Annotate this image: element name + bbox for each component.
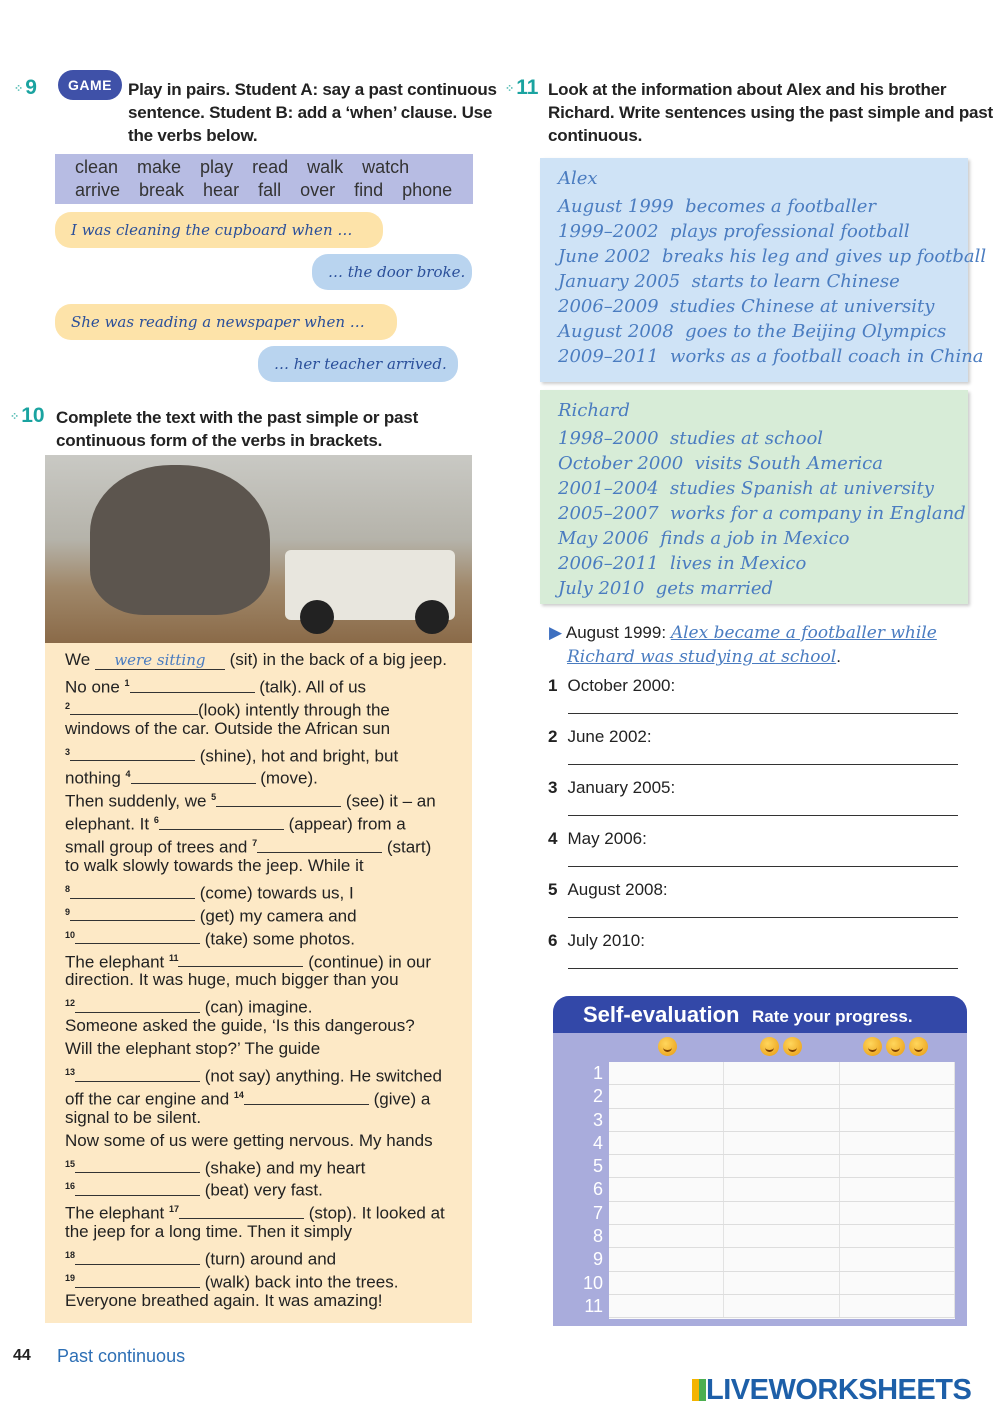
alex-timeline-item: 1999–2002 plays professional football	[558, 221, 910, 242]
row-number: 11	[584, 1295, 603, 1316]
alex-timeline-item: January 2005 starts to learn Chinese	[558, 271, 900, 292]
smiley-icon	[760, 1037, 779, 1056]
smiley-icon	[909, 1037, 928, 1056]
question-item	[548, 727, 968, 747]
row-number: 1	[592, 1063, 603, 1083]
example-answer: ▶ August 1999: Alex became a footballer while Richard was studying at school.	[549, 623, 937, 667]
blank-number: 18	[65, 1250, 76, 1261]
rating-row	[609, 1202, 955, 1225]
elephant-shape	[90, 465, 270, 615]
story-line	[65, 718, 466, 741]
alex-heading: Alex	[558, 168, 598, 189]
rating-cell[interactable]	[609, 1178, 724, 1200]
row-number: 7	[592, 1202, 603, 1223]
story-text-segment: (not say) anything. He switched	[200, 1066, 442, 1086]
richard-info-box	[540, 390, 968, 604]
story-text-segment: small group of trees and	[65, 837, 253, 857]
row-number: 5	[592, 1156, 603, 1177]
blank-number: 12	[65, 998, 76, 1009]
exercise-9-number: ⁘9	[14, 76, 37, 99]
story-line	[65, 1107, 466, 1130]
rating-cell[interactable]	[609, 1225, 724, 1247]
row-number: 3	[592, 1109, 603, 1130]
richard-timeline-item: 1998–2000 studies at school	[558, 428, 824, 449]
question-item	[548, 676, 968, 696]
question-number: 1	[548, 676, 558, 695]
story-line	[65, 969, 466, 992]
example-answer-blank: were sitting	[95, 652, 225, 670]
rating-cell[interactable]	[840, 1202, 955, 1224]
example-answer-text: Alex became a footballer while	[670, 623, 937, 643]
blank-number: 9	[65, 906, 71, 917]
rating-grid	[609, 1062, 955, 1319]
blank-number: 3	[65, 746, 71, 757]
section-title: Past continuous	[57, 1346, 186, 1366]
story-text-segment: Then suddenly, we	[65, 792, 212, 811]
blank-number: 15	[65, 1158, 76, 1169]
question-prompt: July 2010:	[567, 931, 645, 950]
story-line	[65, 1061, 466, 1084]
self-evaluation-title: Self-evaluation	[583, 1002, 740, 1027]
rating-cell[interactable]	[724, 1295, 839, 1317]
rating-cell[interactable]	[724, 1085, 839, 1107]
blank-number: 19	[65, 1273, 76, 1284]
answer-line-1[interactable]	[568, 713, 958, 714]
story-text-segment: off the car engine and	[65, 1089, 234, 1109]
story-text-segment: (stop). It looked at	[303, 1204, 445, 1224]
story-text-segment: to walk slowly towards the jeep. While it	[65, 856, 364, 876]
answer-line-5[interactable]	[568, 917, 958, 918]
blank-number: 5	[211, 792, 217, 803]
rating-cell[interactable]	[840, 1272, 955, 1294]
rating-cell[interactable]	[840, 1155, 955, 1177]
blank-number: 16	[65, 1181, 76, 1192]
rating-row	[609, 1178, 955, 1201]
richard-timeline-item: May 2006 finds a job in Mexico	[558, 528, 850, 549]
wheel	[300, 600, 334, 634]
answer-blank-2[interactable]	[70, 701, 198, 715]
smiley-icon	[658, 1037, 677, 1056]
question-number: 4	[548, 829, 558, 848]
rating-cell[interactable]	[840, 1248, 955, 1270]
verbs-row: arrive break hear fall over find phone	[75, 180, 453, 200]
verbs-row: clean make play read walk watch	[75, 157, 410, 177]
answer-blank-13[interactable]	[75, 1068, 200, 1082]
row-number: 4	[592, 1132, 603, 1153]
speech-bubble: … her teacher arrived.	[258, 346, 458, 382]
story-text-segment: (can) imagine.	[200, 998, 313, 1018]
question-prompt: August 2008:	[567, 880, 668, 899]
story-text-segment: (talk). All of us	[254, 677, 367, 697]
story-line	[65, 1084, 466, 1107]
story-line	[65, 924, 466, 947]
speech-bubble: … the door broke.	[312, 254, 472, 290]
rating-cell[interactable]	[840, 1109, 955, 1131]
rating-cell[interactable]	[724, 1248, 839, 1270]
speech-bubble: I was cleaning the cupboard when …	[55, 212, 383, 248]
example-prompt: August 1999:	[565, 623, 667, 642]
rating-cell[interactable]	[609, 1062, 724, 1084]
answer-line-6[interactable]	[568, 968, 958, 969]
blank-number: 13	[65, 1067, 76, 1078]
rating-cell[interactable]	[609, 1295, 724, 1317]
story-text-segment: No one	[65, 677, 125, 697]
answer-line-4[interactable]	[568, 866, 958, 867]
question-number: 2	[548, 727, 558, 746]
story-text-segment: (look) intently through the	[198, 700, 390, 720]
story-text-segment: (shake) and my heart	[200, 1158, 366, 1178]
smiley-2	[758, 1037, 804, 1061]
rating-cell[interactable]	[609, 1248, 724, 1270]
smiley-icon	[863, 1037, 882, 1056]
story-line	[65, 1015, 466, 1038]
game-badge: GAME	[58, 70, 122, 100]
rating-row	[609, 1248, 955, 1271]
story-line	[65, 786, 466, 809]
answer-blank-19[interactable]	[75, 1274, 200, 1288]
story-text-segment: The elephant	[65, 952, 169, 972]
speech-bubble: She was reading a newspaper when …	[55, 304, 397, 340]
story-line	[65, 1175, 466, 1201]
richard-timeline-item: 2006–2011 lives in Mexico	[558, 553, 807, 574]
blank-number: 7	[252, 838, 258, 849]
story-text-segment: (walk) back into the trees.	[200, 1272, 399, 1292]
story-line	[65, 741, 466, 764]
story-text-segment: Now some of us were getting nervous. My hands	[65, 1130, 433, 1150]
rating-cell[interactable]	[724, 1202, 839, 1224]
story-text-segment: (get) my camera and	[195, 906, 357, 926]
answer-blank-14[interactable]	[244, 1091, 369, 1105]
answer-blank-18[interactable]	[75, 1251, 200, 1265]
smiley-icon	[783, 1037, 802, 1056]
rating-cell[interactable]	[609, 1272, 724, 1294]
rating-cell[interactable]	[840, 1132, 955, 1154]
richard-timeline-item: 2001–2004 studies Spanish at university	[558, 478, 934, 499]
blank-number: 6	[153, 815, 159, 826]
answer-blank-15[interactable]	[75, 1159, 200, 1173]
rating-row	[609, 1062, 955, 1085]
rating-row	[609, 1295, 955, 1318]
self-evaluation-panel	[553, 996, 967, 1326]
verb-box	[55, 154, 473, 204]
story-line	[65, 1198, 466, 1224]
question-prompt: October 2000:	[567, 676, 676, 695]
question-prompt: June 2002:	[567, 727, 652, 746]
story-text-segment: (see) it – an	[341, 792, 436, 811]
story-text-segment: (appear) from a	[283, 814, 406, 834]
exercise-11-instruction: Look at the information about Alex and his brother Richard. Write sentences using the past simple and past continuous.	[548, 80, 993, 145]
answer-blank-9[interactable]	[70, 907, 195, 921]
rating-cell[interactable]	[840, 1178, 955, 1200]
rating-cell[interactable]	[724, 1062, 839, 1084]
rating-cell[interactable]	[724, 1225, 839, 1247]
story-text-segment: windows of the car. Outside the African sun	[65, 718, 391, 738]
story-text-segment: Someone asked the guide, ‘Is this dangerous?	[65, 1016, 415, 1036]
rating-cell[interactable]	[609, 1155, 724, 1177]
story-line	[65, 1221, 466, 1244]
self-evaluation-subtitle: Rate your progress.	[751, 1007, 913, 1026]
row-number: 9	[592, 1249, 603, 1270]
story-line	[65, 1290, 466, 1313]
rating-row	[609, 1225, 955, 1248]
blank-number: 8	[65, 883, 71, 894]
answer-blank-7[interactable]	[257, 839, 382, 853]
rating-cell[interactable]	[840, 1085, 955, 1107]
answer-blank-4[interactable]	[131, 770, 256, 784]
question-item	[548, 880, 968, 900]
smiley-icon	[886, 1037, 905, 1056]
question-number: 3	[548, 778, 558, 797]
story-text-segment: elephant. It	[65, 814, 154, 834]
example-answer-text: Richard was studying at school	[567, 647, 837, 667]
answer-line-3[interactable]	[568, 815, 958, 816]
alex-timeline-item: 2009–2011 works as a football coach in China	[558, 346, 984, 367]
question-prompt: January 2005:	[567, 778, 676, 797]
story-line	[65, 1244, 466, 1267]
story-line	[65, 947, 466, 970]
rating-cell[interactable]	[724, 1178, 839, 1200]
story-text-segment: (start)	[382, 837, 432, 857]
question-prompt: May 2006:	[567, 829, 647, 848]
story-text-segment: The elephant	[65, 1204, 169, 1224]
story-line	[65, 855, 466, 878]
exercise-10-number: ⁘10	[10, 404, 45, 427]
blank-number: 4	[125, 769, 131, 780]
answer-blank-10[interactable]	[75, 930, 200, 944]
row-number: 8	[592, 1226, 603, 1247]
exercise-10-instruction: Complete the text with the past simple or past continuous form of the verbs in brackets.	[56, 408, 419, 450]
story-line	[65, 763, 466, 789]
blank-number: 17	[168, 1204, 179, 1215]
story-text-segment: signal to be silent.	[65, 1107, 202, 1127]
rating-cell[interactable]	[724, 1132, 839, 1154]
story-line	[65, 1130, 466, 1153]
rating-row	[609, 1109, 955, 1132]
alex-timeline-item: August 1999 becomes a footballer	[558, 196, 876, 217]
answer-blank-8[interactable]	[70, 885, 195, 899]
smiley-3	[861, 1037, 930, 1061]
answer-blank-12[interactable]	[75, 999, 200, 1013]
row-number: 2	[592, 1086, 603, 1107]
alex-info-box	[540, 158, 987, 382]
rating-cell[interactable]	[840, 1225, 955, 1247]
blank-number: 11	[168, 952, 179, 963]
answer-blank-5[interactable]	[216, 793, 341, 807]
story-line	[65, 1267, 466, 1290]
story-line	[65, 672, 466, 695]
rating-cell[interactable]	[724, 1155, 839, 1177]
rating-cell[interactable]	[840, 1062, 955, 1084]
answer-line-2[interactable]	[568, 764, 958, 765]
rating-row	[609, 1272, 955, 1295]
exercise-9-instruction: Play in pairs. Student A: say a past continuous sentence. Student B: add a ‘when’ clause. Use the verbs below.	[128, 80, 497, 145]
answer-blank-6[interactable]	[159, 816, 284, 830]
richard-timeline-item: October 2000 visits South America	[558, 453, 883, 474]
story-text-segment: (beat) very fast.	[200, 1181, 323, 1201]
richard-timeline-item: July 2010 gets married	[558, 578, 774, 599]
rating-row	[609, 1085, 955, 1108]
blank-number: 14	[233, 1089, 244, 1100]
question-item	[548, 778, 968, 798]
richard-heading: Richard	[558, 400, 630, 421]
question-item	[548, 931, 968, 951]
wheel	[415, 600, 449, 634]
answer-blank-3[interactable]	[70, 747, 195, 761]
story-text-segment: (take) some photos.	[200, 929, 355, 949]
story-line	[65, 695, 466, 718]
story-text-segment: (shine), hot and bright, but	[195, 746, 399, 766]
story-text-segment: Everyone breathed again. It was amazing!	[65, 1290, 383, 1310]
rating-cell[interactable]	[724, 1272, 839, 1294]
story-text-segment: (come) towards us, I	[195, 883, 354, 903]
rating-row	[609, 1132, 955, 1155]
rating-cell[interactable]	[609, 1132, 724, 1154]
exercise-11-number: ⁘11	[505, 76, 539, 99]
story-line	[65, 809, 466, 832]
story-text-segment: (move).	[255, 769, 318, 789]
richard-timeline-item: 2005–2007 works for a company in England	[558, 503, 966, 524]
logo-icon	[692, 1379, 706, 1401]
story-line	[65, 649, 466, 672]
rating-cell[interactable]	[609, 1085, 724, 1107]
answer-blank-16[interactable]	[75, 1182, 200, 1196]
answer-blank-1[interactable]	[130, 679, 255, 693]
story-text-segment: nothing	[65, 769, 126, 789]
row-number: 10	[582, 1272, 603, 1293]
story-text-segment: Will the elephant stop?’ The guide	[65, 1039, 321, 1059]
story-line	[65, 901, 466, 924]
alex-timeline-item: August 2008 goes to the Beijing Olympics	[558, 321, 947, 342]
story-line	[65, 992, 466, 1018]
rating-cell[interactable]	[840, 1295, 955, 1317]
alex-timeline-item: June 2002 breaks his leg and gives up football	[558, 246, 987, 267]
story-text-segment: the jeep for a long time. Then it simply	[65, 1222, 352, 1242]
story-text-segment: (continue) in our	[303, 952, 432, 972]
page-number: 44	[13, 1347, 31, 1364]
liveworksheets-logo	[692, 1374, 971, 1407]
story-line	[65, 832, 466, 855]
story-text-segment: direction. It was huge, much bigger than you	[65, 970, 399, 990]
smiley-1	[656, 1037, 679, 1061]
blank-number: 10	[65, 929, 76, 940]
blank-number: 2	[65, 700, 71, 711]
alex-timeline-item: 2006–2009 studies Chinese at university	[558, 296, 935, 317]
question-item	[548, 829, 968, 849]
story-text	[45, 643, 472, 1323]
story-text-segment: (sit) in the back of a big jeep.	[224, 650, 447, 669]
rating-row	[609, 1155, 955, 1178]
question-number: 5	[548, 880, 558, 899]
brand-name: LIVEWORKSHEETS	[706, 1374, 972, 1406]
triangle-icon: ▶	[549, 623, 563, 642]
rating-cell[interactable]	[609, 1202, 724, 1224]
elephant-jeep-photo	[45, 455, 472, 643]
question-number: 6	[548, 931, 558, 950]
story-line	[65, 878, 466, 901]
story-text-segment: We	[65, 650, 95, 669]
story-text-segment: (turn) around and	[200, 1249, 337, 1269]
row-number: 6	[592, 1179, 603, 1200]
answer-blank-11[interactable]	[178, 953, 303, 967]
rating-cell[interactable]	[609, 1109, 724, 1131]
story-line	[65, 1153, 466, 1176]
answer-blank-17[interactable]	[179, 1205, 304, 1219]
story-text-segment: (give) a	[368, 1089, 431, 1109]
story-line	[65, 1038, 466, 1061]
rating-cell[interactable]	[724, 1109, 839, 1131]
blank-number: 1	[124, 677, 130, 688]
